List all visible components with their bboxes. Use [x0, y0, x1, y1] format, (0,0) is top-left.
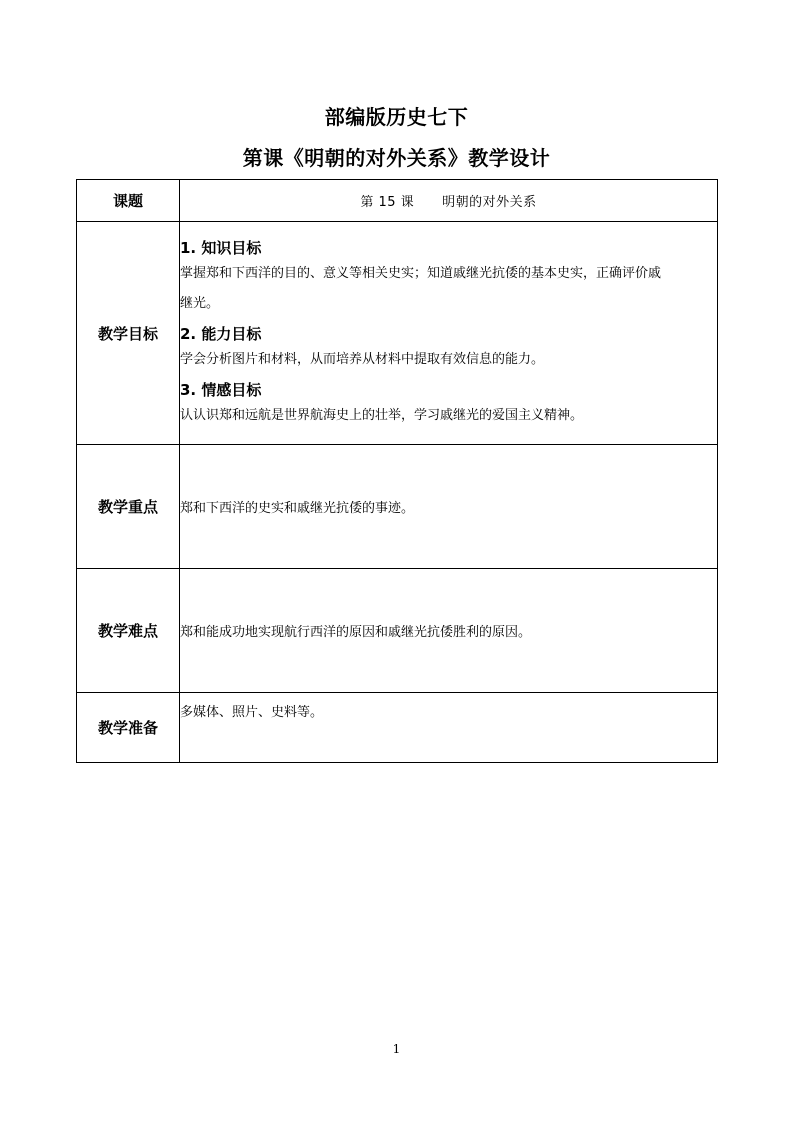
table-row-topic [77, 180, 718, 222]
knowledge-goal-heading: 1. 知识目标 [180, 239, 262, 257]
topic-value [180, 180, 718, 222]
page-number: 1 [392, 1042, 401, 1056]
lesson-number: 第 15 课 [360, 195, 415, 210]
goals-content [180, 222, 718, 445]
emotion-goal-heading: 3. 情感目标 [180, 381, 262, 399]
difficulties-text: 郑和能成功地实现航行西洋的原因和戚继光抗倭胜利的原因。 [180, 569, 718, 693]
ability-goal-text: 学会分析图片和材料，从而培养从材料中提取有效信息的能力。 [180, 352, 545, 367]
goals-label: 教学目标 [77, 222, 180, 445]
document-subtitle: 第课《明朝的对外关系》教学设计 [242, 146, 551, 170]
table-row-goals [77, 222, 718, 445]
document-title: 部编版历史七下 [324, 105, 469, 129]
preparation-text: 多媒体、照片、史料等。 [180, 693, 718, 763]
lesson-name: 明朝的对外关系 [442, 195, 537, 210]
table-row-preparation [77, 693, 718, 763]
key-points-text: 郑和下西洋的史实和戚继光抗倭的事迹。 [180, 445, 718, 569]
difficulties-label: 教学难点 [77, 569, 180, 693]
table-row-key-points [77, 445, 718, 569]
preparation-label: 教学准备 [77, 693, 180, 763]
knowledge-goal-text-line2: 继光。 [180, 296, 220, 311]
table-row-difficulties [77, 569, 718, 693]
key-points-label: 教学重点 [77, 445, 180, 569]
ability-goal-heading: 2. 能力目标 [180, 325, 262, 343]
topic-label: 课题 [77, 180, 180, 222]
emotion-goal-text: 认认识郑和远航是世界航海史上的壮举，学习戚继光的爱国主义精神。 [180, 408, 584, 423]
lesson-plan-table [76, 179, 718, 763]
knowledge-goal-text-line1: 掌握郑和下西洋的目的、意义等相关史实；知道戚继光抗倭的基本史实，正确评价戚 [180, 266, 662, 281]
